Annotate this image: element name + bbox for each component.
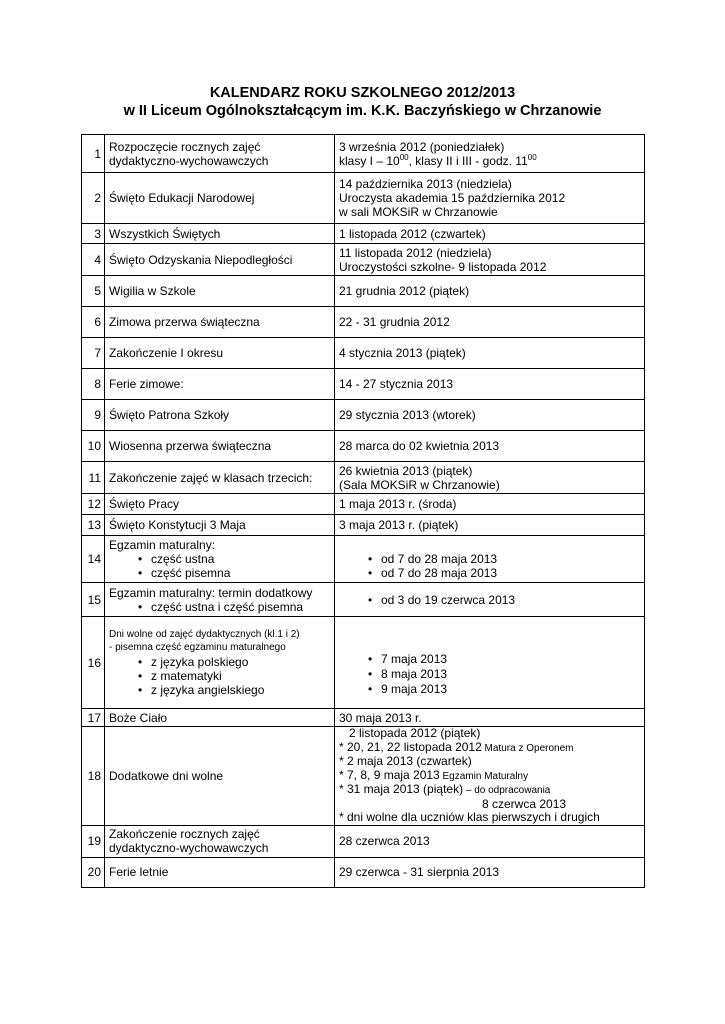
row-number: 1 [82,135,105,173]
event-cell: Dodatkowe dni wolne [105,727,335,826]
row-number: 12 [82,494,105,515]
table-row [82,709,645,727]
table-row [82,173,645,224]
date-cell: 28 czerwca 2013 [335,825,645,857]
date-cell [335,135,645,173]
event-cell: Ferie zimowe: [105,369,335,400]
date-cell [335,617,645,709]
date-cell: 26 kwietnia 2013 (piątek) (Sala MOKSiR w Chrzanowie) [335,462,645,494]
list-item: • 7 maja 2013 [339,652,640,667]
list-item: • od 3 do 19 czerwca 2013 [339,593,640,607]
row-number: 15 [82,583,105,617]
date-cell: 29 stycznia 2013 (wtorek) [335,400,645,431]
table-row [82,369,645,400]
list-item: • część pisemna [109,566,330,580]
date-cell: 2 listopada 2012 (piątek) * 20, 21, 22 listopada 2012 Matura z Operonem * 2 maja 2013 (czwartek) * 7, 8, 9 maja 2013 Egzamin Maturalny * 31 maja 2013 (piątek) – do odpracowania 8 czerwca 2013 * dni wolne dla uczniów klas pierwszych i drugich [335,727,645,826]
row-number: 19 [82,825,105,857]
event-cell: Święto Odzyskania Niepodległości [105,244,335,276]
event-cell: Dni wolne od zajęć dydaktycznych (kl.1 i 2) - pisemna część egzaminu maturalnego • z języka polskiego • z matematyki • z języka angielskiego [105,617,335,709]
event-cell: Święto Konstytucji 3 Maja [105,515,335,536]
row-number: 14 [82,536,105,583]
date-cell [335,583,645,617]
list-item: • od 7 do 28 maja 2013 [339,552,640,566]
row-number: 4 [82,244,105,276]
row-number: 7 [82,338,105,369]
date-cell: 28 marca do 02 kwietnia 2013 [335,431,645,462]
row-number: 18 [82,727,105,826]
event-cell: Zakończenie rocznych zajęć dydaktyczno-wychowawczych [105,825,335,857]
list-item: • część ustna [109,552,330,566]
row-number: 10 [82,431,105,462]
date-cell: 1 maja 2013 r. (środa) [335,494,645,515]
event-cell: Zakończenie zajęć w klasach trzecich: [105,462,335,494]
table-row [82,515,645,536]
event-cell: Święto Patrona Szkoły [105,400,335,431]
table-row [82,617,645,709]
event-cell: Wszystkich Świętych [105,224,335,244]
table-row [82,338,645,369]
date-cell: 1 listopada 2012 (czwartek) [335,224,645,244]
table-row [82,583,645,617]
table-row [82,494,645,515]
calendar-table [81,134,645,888]
date-cell: 22 - 31 grudnia 2012 [335,307,645,338]
row-number: 9 [82,400,105,431]
document-subtitle: w II Liceum Ogólnokształcącym im. K.K. Baczyńskiego w Chrzanowie [123,103,602,119]
date-cell: 11 listopada 2012 (niedziela) Uroczystości szkolne- 9 listopada 2012 [335,244,645,276]
event-cell: Święto Edukacji Narodowej [105,173,335,224]
date-cell [335,536,645,583]
document-title: KALENDARZ ROKU SZKOLNEGO 2012/2013 [209,85,516,101]
table-row [82,727,645,826]
event-cell: Wigilia w Szkole [105,276,335,307]
table-row [82,857,645,887]
list-item: • z języka angielskiego [109,683,330,697]
table-row [82,135,645,173]
table-row [82,825,645,857]
table-row [82,431,645,462]
table-row [82,276,645,307]
date-line: 3 września 2012 (poniedziałek) [339,139,505,154]
event-cell: Święto Pracy [105,494,335,515]
event-cell: Egzamin maturalny: • część ustna • część pisemna [105,536,335,583]
date-cell: 21 grudnia 2012 (piątek) [335,276,645,307]
row-number: 6 [82,307,105,338]
row-number: 20 [82,857,105,887]
row-number: 13 [82,515,105,536]
table-row [82,462,645,494]
date-cell: 14 - 27 stycznia 2013 [335,369,645,400]
list-item: • 9 maja 2013 [339,682,640,697]
row-number: 17 [82,709,105,727]
date-cell: 30 maja 2013 r. [335,709,645,727]
date-cell: 29 czerwca - 31 sierpnia 2013 [335,857,645,887]
event-cell: Zimowa przerwa świąteczna [105,307,335,338]
row-number: 8 [82,369,105,400]
list-item: • od 7 do 28 maja 2013 [339,566,640,580]
list-item: • część ustna i część pisemna [109,600,330,614]
row-number: 11 [82,462,105,494]
table-row [82,224,645,244]
list-item: • 8 maja 2013 [339,667,640,682]
table-row [82,536,645,583]
date-cell: 4 stycznia 2013 (piątek) [335,338,645,369]
list-item: • z języka polskiego [109,655,330,669]
event-cell: Ferie letnie [105,857,335,887]
event-cell: Boże Ciało [105,709,335,727]
row-number: 3 [82,224,105,244]
date-cell: 14 października 2013 (niedziela) Uroczysta akademia 15 października 2012 w sali MOKSiR w Chrzanowie [335,173,645,224]
list-item: • z matematyki [109,669,330,683]
table-row [82,244,645,276]
row-number: 2 [82,173,105,224]
date-line: klasy I – $10^{00}$, klasy II i III - godz. $11^{00}$ [339,152,537,168]
event-cell: Zakończenie I okresu [105,338,335,369]
event-cell: Wiosenna przerwa świąteczna [105,431,335,462]
row-number: 5 [82,276,105,307]
row-number: 16 [82,617,105,709]
table-row [82,400,645,431]
date-cell: 3 maja 2013 r. (piątek) [335,515,645,536]
table-row [82,307,645,338]
event-cell: Rozpoczęcie rocznych zajęć dydaktyczno-wychowawczych [105,135,335,173]
event-cell: Egzamin maturalny: termin dodatkowy • część ustna i część pisemna [105,583,335,617]
